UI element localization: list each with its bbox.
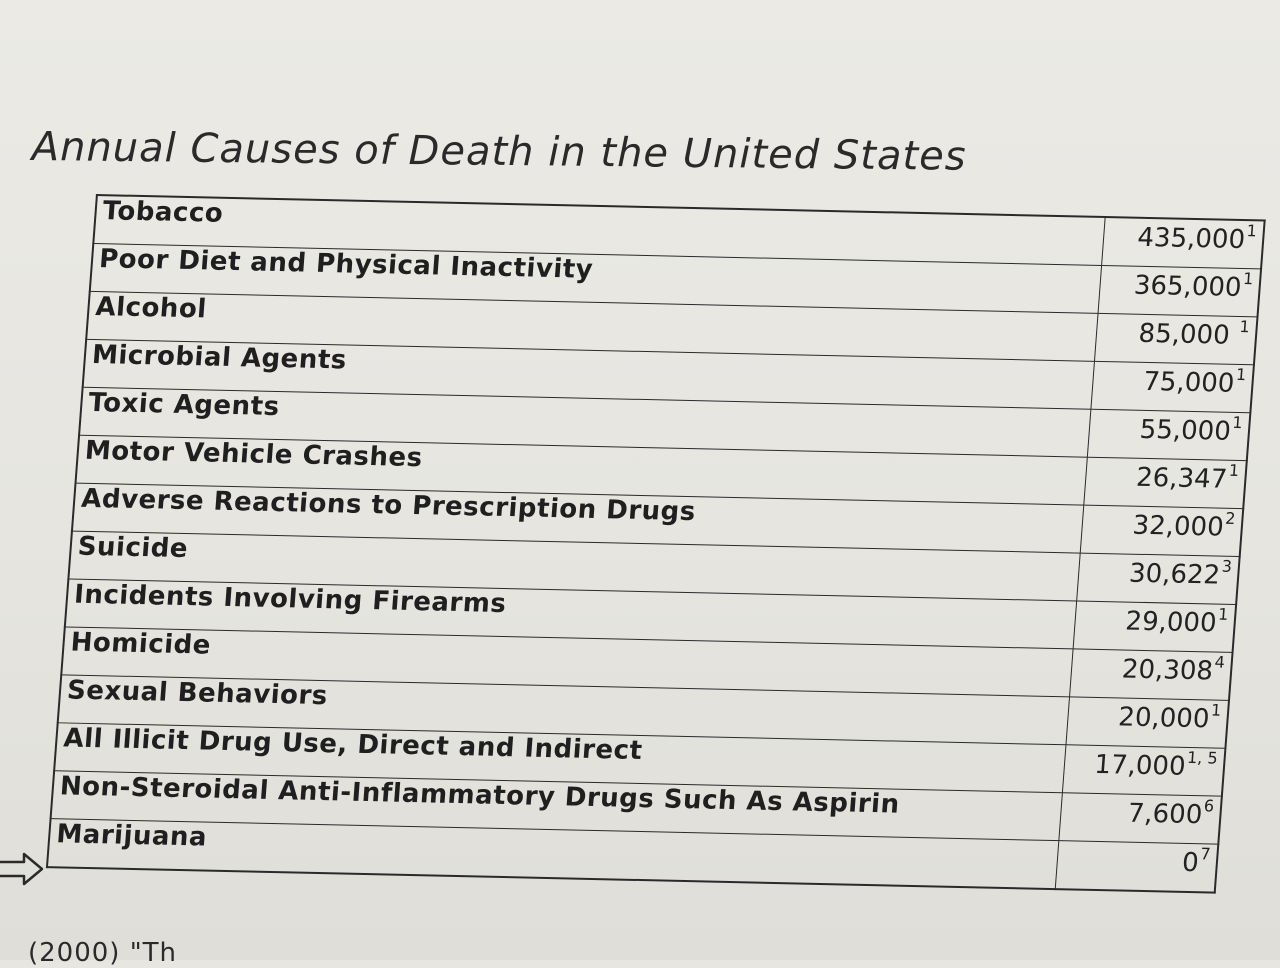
footnote-ref: 1 (1245, 221, 1258, 241)
count-cell (1102, 217, 1265, 269)
count-cell (1094, 313, 1257, 364)
count-cell (1062, 745, 1225, 796)
causes-of-death-table (46, 194, 1266, 894)
cause-cell: All Illicit Drug Use, Direct and Indirect (54, 723, 1066, 793)
cause-cell: Marijuana (47, 819, 1059, 889)
footnote-ref: 3 (1221, 556, 1233, 576)
count-cell (1098, 265, 1261, 316)
count-value: 0 (1181, 847, 1200, 879)
count-cell (1073, 601, 1236, 652)
arrow-pointer-icon (0, 852, 44, 886)
count-cell (1087, 409, 1250, 460)
cause-cell: Poor Diet and Physical Inactivity (90, 243, 1102, 313)
cause-cell: Non-Steroidal Anti-Inflammatory Drugs Such As Aspirin (51, 771, 1063, 841)
count-value: 26,347 (1135, 462, 1229, 495)
count-cell (1055, 841, 1218, 893)
cause-cell: Incidents Involving Firearms (65, 579, 1077, 649)
count-cell (1080, 505, 1243, 556)
cause-cell: Motor Vehicle Crashes (76, 435, 1088, 505)
footnote-ref: 1 (1231, 412, 1244, 433)
count-value: 7,600 (1126, 798, 1204, 831)
count-cell (1077, 553, 1240, 604)
footnote-ref: 6 (1203, 796, 1215, 816)
count-value: 435,000 (1136, 222, 1247, 256)
count-cell (1084, 457, 1247, 508)
footnote-ref: 1 (1217, 604, 1230, 624)
cause-cell: Suicide (68, 531, 1080, 601)
count-value: 30,622 (1127, 558, 1222, 591)
count-cell (1091, 361, 1254, 412)
footnote-ref: 1 (1242, 269, 1255, 289)
cause-cell: Alcohol (86, 291, 1098, 361)
footnote-ref: 1 (1210, 700, 1222, 720)
count-cell (1070, 649, 1233, 700)
page-title: Annual Causes of Death in the United States (31, 124, 967, 180)
footnote-ref: 7 (1199, 844, 1212, 864)
footnote-ref: 1 (1235, 364, 1247, 385)
cause-cell: Sexual Behaviors (58, 675, 1070, 745)
footnote-ref: 4 (1213, 652, 1226, 672)
count-value: 75,000 (1142, 366, 1236, 399)
footnote-ref: 1 (1238, 316, 1251, 337)
causes-table-wrapper (46, 194, 1266, 894)
count-cell (1059, 793, 1222, 844)
count-value: 55,000 (1138, 414, 1232, 447)
cause-cell: Toxic Agents (79, 387, 1091, 457)
footnote-ref: 2 (1224, 508, 1237, 528)
cause-cell: Tobacco (93, 195, 1105, 265)
count-value: 20,308 (1120, 654, 1215, 687)
count-value: 29,000 (1124, 606, 1218, 639)
count-value: 20,000 (1117, 702, 1211, 735)
count-value: 32,000 (1131, 510, 1225, 543)
footnote-ref: 1 (1228, 460, 1240, 480)
count-cell (1066, 697, 1229, 748)
cause-cell: Homicide (61, 627, 1073, 697)
count-value: 365,000 (1132, 270, 1243, 303)
cause-cell: Microbial Agents (83, 339, 1095, 409)
count-value: 85,000 (1137, 318, 1239, 351)
count-value: 17,000 (1093, 749, 1187, 782)
footnote-ref: 1, 5 (1186, 747, 1219, 768)
footer-text-fragment: (2000) "Th (28, 938, 178, 968)
cause-cell: Adverse Reactions to Prescription Drugs (72, 483, 1084, 553)
